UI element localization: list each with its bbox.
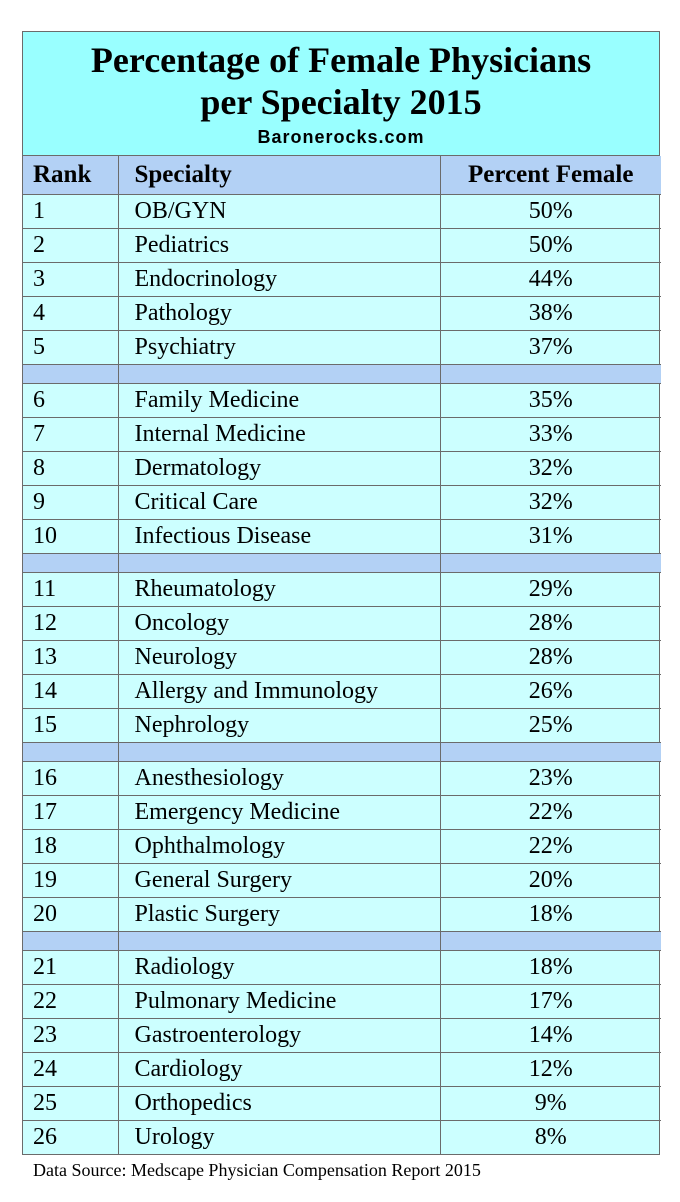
header-specialty: Specialty (118, 156, 440, 195)
separator-cell (118, 365, 440, 384)
table-row (23, 1087, 661, 1121)
header-percent-female: Percent Female (440, 156, 661, 195)
title-line-1: Percentage of Female Physicians (90, 40, 592, 80)
separator-cell (23, 932, 118, 951)
table-row (23, 709, 661, 743)
specialty-cell: Urology (118, 1121, 440, 1155)
percent-female-cell: 25% (440, 709, 661, 743)
percent-female-cell: 20% (440, 864, 661, 898)
table-row (23, 1019, 661, 1053)
specialty-cell: Anesthesiology (118, 762, 440, 796)
separator-cell (23, 743, 118, 762)
rank-cell: 1 (23, 195, 118, 229)
percent-female-cell: 31% (440, 520, 661, 554)
percent-female-cell: 18% (440, 951, 661, 985)
separator-cell (440, 932, 661, 951)
separator-cell (23, 365, 118, 384)
table-row (23, 195, 661, 229)
chart-title (23, 32, 659, 123)
rank-cell: 24 (23, 1053, 118, 1087)
percent-female-cell: 12% (440, 1053, 661, 1087)
table-row (23, 864, 661, 898)
rank-cell: 12 (23, 607, 118, 641)
chart-subtitle: Baronerocks.com (257, 127, 425, 147)
title-line-2: per Specialty 2015 (200, 82, 482, 122)
rank-cell: 5 (23, 331, 118, 365)
table-row (23, 985, 661, 1019)
percent-female-cell: 9% (440, 1087, 661, 1121)
specialty-cell: Radiology (118, 951, 440, 985)
table-row (23, 898, 661, 932)
rank-cell: 8 (23, 452, 118, 486)
specialty-cell: Allergy and Immunology (118, 675, 440, 709)
group-separator-row (23, 743, 661, 762)
rank-cell: 22 (23, 985, 118, 1019)
data-source-note: Data Source: Medscape Physician Compensation Report 2015 (33, 1160, 481, 1180)
percent-female-cell: 38% (440, 297, 661, 331)
table-row (23, 675, 661, 709)
rank-cell: 17 (23, 796, 118, 830)
rank-cell: 23 (23, 1019, 118, 1053)
specialty-cell: Gastroenterology (118, 1019, 440, 1053)
percent-female-cell: 50% (440, 229, 661, 263)
percent-female-cell: 14% (440, 1019, 661, 1053)
rank-cell: 2 (23, 229, 118, 263)
specialty-cell: Psychiatry (118, 331, 440, 365)
header-row (23, 156, 661, 195)
rank-cell: 14 (23, 675, 118, 709)
table-row (23, 384, 661, 418)
table-row (23, 1121, 661, 1155)
specialty-cell: Infectious Disease (118, 520, 440, 554)
table-row (23, 452, 661, 486)
group-separator-row (23, 932, 661, 951)
specialty-cell: Orthopedics (118, 1087, 440, 1121)
table-row (23, 297, 661, 331)
table-body (23, 195, 661, 1155)
percent-female-cell: 44% (440, 263, 661, 297)
rank-cell: 25 (23, 1087, 118, 1121)
rank-cell: 16 (23, 762, 118, 796)
rank-cell: 6 (23, 384, 118, 418)
percent-female-cell: 8% (440, 1121, 661, 1155)
group-separator-row (23, 365, 661, 384)
specialty-cell: General Surgery (118, 864, 440, 898)
specialty-cell: Internal Medicine (118, 418, 440, 452)
percent-female-cell: 22% (440, 796, 661, 830)
specialty-cell: Emergency Medicine (118, 796, 440, 830)
specialty-cell: Family Medicine (118, 384, 440, 418)
percent-female-cell: 37% (440, 331, 661, 365)
table-row (23, 520, 661, 554)
separator-cell (118, 932, 440, 951)
percent-female-cell: 50% (440, 195, 661, 229)
percent-female-cell: 23% (440, 762, 661, 796)
rank-cell: 18 (23, 830, 118, 864)
percent-female-cell: 28% (440, 641, 661, 675)
rank-cell: 11 (23, 573, 118, 607)
percent-female-cell: 26% (440, 675, 661, 709)
rank-cell: 13 (23, 641, 118, 675)
specialty-cell: Endocrinology (118, 263, 440, 297)
rank-cell: 4 (23, 297, 118, 331)
table-row (23, 796, 661, 830)
specialty-cell: Pediatrics (118, 229, 440, 263)
rank-cell: 19 (23, 864, 118, 898)
header-rank: Rank (23, 156, 118, 195)
specialty-table (23, 156, 661, 1154)
specialty-cell: Oncology (118, 607, 440, 641)
rank-cell: 21 (23, 951, 118, 985)
separator-cell (118, 743, 440, 762)
table-row (23, 607, 661, 641)
separator-cell (440, 365, 661, 384)
rank-cell: 20 (23, 898, 118, 932)
table-row (23, 641, 661, 675)
percent-female-cell: 17% (440, 985, 661, 1019)
table-row (23, 573, 661, 607)
rank-cell: 7 (23, 418, 118, 452)
specialty-cell: Critical Care (118, 486, 440, 520)
table-row (23, 762, 661, 796)
specialty-cell: Pulmonary Medicine (118, 985, 440, 1019)
title-box (23, 32, 659, 156)
table-row (23, 1053, 661, 1087)
percent-female-cell: 35% (440, 384, 661, 418)
specialty-cell: Neurology (118, 641, 440, 675)
table-row (23, 331, 661, 365)
table-row (23, 486, 661, 520)
rank-cell: 3 (23, 263, 118, 297)
specialty-cell: Dermatology (118, 452, 440, 486)
table-row (23, 951, 661, 985)
percent-female-cell: 18% (440, 898, 661, 932)
group-separator-row (23, 554, 661, 573)
specialty-cell: Ophthalmology (118, 830, 440, 864)
percent-female-cell: 32% (440, 452, 661, 486)
percent-female-cell: 22% (440, 830, 661, 864)
table-frame (22, 31, 660, 1155)
rank-cell: 26 (23, 1121, 118, 1155)
separator-cell (440, 743, 661, 762)
percent-female-cell: 33% (440, 418, 661, 452)
separator-cell (118, 554, 440, 573)
specialty-cell: Pathology (118, 297, 440, 331)
percent-female-cell: 32% (440, 486, 661, 520)
table-row (23, 830, 661, 864)
separator-cell (23, 554, 118, 573)
specialty-cell: Plastic Surgery (118, 898, 440, 932)
rank-cell: 10 (23, 520, 118, 554)
specialty-cell: Nephrology (118, 709, 440, 743)
table-row (23, 263, 661, 297)
table-row (23, 418, 661, 452)
rank-cell: 15 (23, 709, 118, 743)
specialty-cell: Rheumatology (118, 573, 440, 607)
separator-cell (440, 554, 661, 573)
percent-female-cell: 28% (440, 607, 661, 641)
percent-female-cell: 29% (440, 573, 661, 607)
table-row (23, 229, 661, 263)
specialty-cell: Cardiology (118, 1053, 440, 1087)
specialty-cell: OB/GYN (118, 195, 440, 229)
rank-cell: 9 (23, 486, 118, 520)
